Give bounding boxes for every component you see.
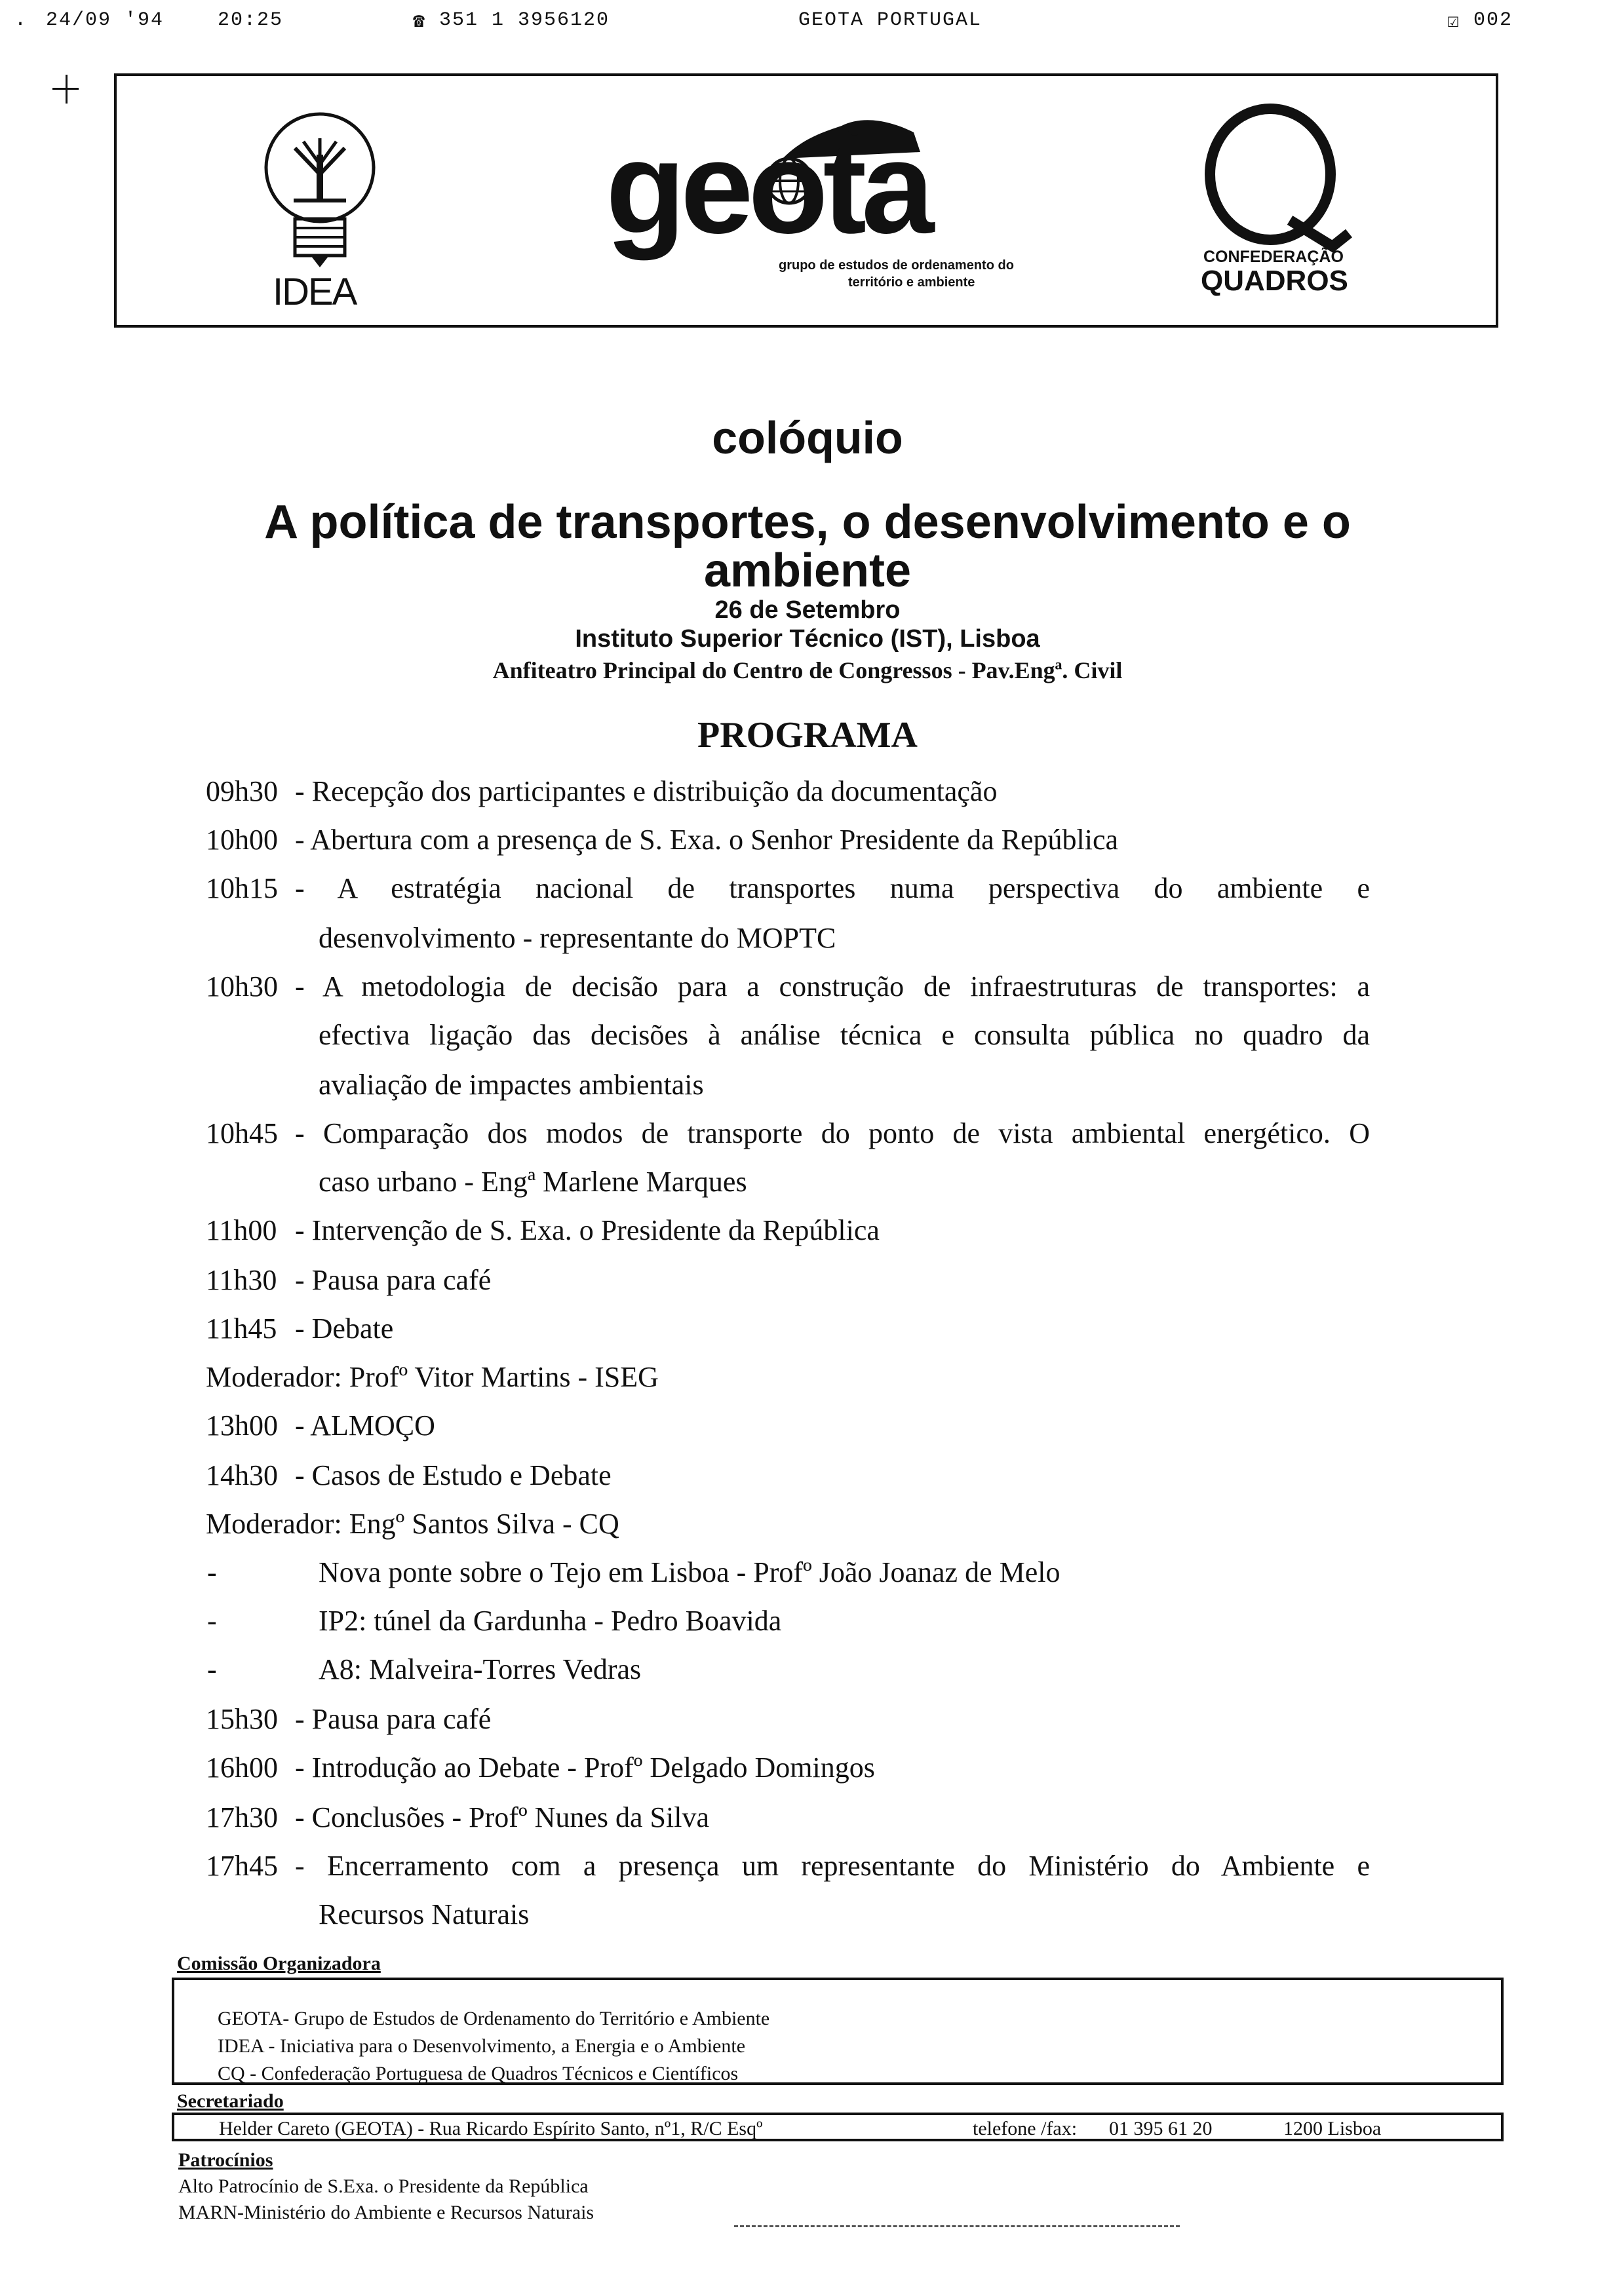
program-item: - Pausa para café — [295, 1703, 492, 1735]
case-dash: - — [207, 1605, 217, 1637]
sponsor-line: Alto Patrocínio de S.Exa. o Presidente da República — [178, 2175, 589, 2197]
program-time: 11h30 — [206, 1264, 277, 1296]
fax-time: 20:25 — [218, 9, 284, 31]
secretariat-contact: Helder Careto (GEOTA) - Rua Ricardo Espírito Santo, nº1, R/C Esqº — [219, 2118, 763, 2139]
fax-sender: GEOTA PORTUGAL — [798, 9, 983, 31]
cq-logo — [1192, 102, 1362, 312]
program-item: - Casos de Estudo e Debate — [295, 1459, 612, 1491]
program-time: 10h15 — [206, 872, 278, 904]
program-item-cont: efectiva ligação das decisões à análise técnica e consulta pública no quadro da — [319, 1019, 1370, 1051]
program-item: - Comparação dos modos de transporte do ponto de vista ambiental energético. O — [295, 1117, 1370, 1149]
program-item: - ALMOÇO — [295, 1409, 435, 1442]
cq-label: CONFEDERAÇÃO — [1203, 248, 1344, 266]
org-line: IDEA - Iniciativa para o Desenvolvimento, a Energia e o Ambiente — [218, 2035, 746, 2057]
program-time: 10h30 — [206, 970, 278, 1003]
secretariat-city: 1200 Lisboa — [1283, 2118, 1382, 2139]
program-item-cont: Recursos Naturais — [319, 1898, 530, 1930]
idea-wordmark: IDEA — [273, 271, 357, 313]
sponsor-line: MARN-Ministério do Ambiente e Recursos Naturais — [178, 2202, 594, 2223]
page-mark-icon: ☑ — [1447, 11, 1461, 33]
event-date: 26 de Setembro — [714, 596, 901, 624]
secretariat-phone: 01 395 61 20 — [1109, 2118, 1213, 2139]
program-item: - A estratégia nacional de transportes numa perspectiva do ambiente e — [295, 872, 1370, 904]
fax-page: 002 — [1473, 9, 1513, 31]
geota-wordmark: geota — [606, 115, 929, 261]
program-item: - Debate — [295, 1312, 394, 1345]
program-time: 11h45 — [206, 1312, 277, 1345]
program-item: - Recepção dos participantes e distribuição da documentação — [295, 775, 998, 807]
program-item: - Abertura com a presença de S. Exa. o Senhor Presidente da República — [295, 824, 1119, 856]
margin-mark — [66, 75, 68, 104]
lightbulb-icon — [254, 102, 385, 273]
case-dash: - — [207, 1556, 217, 1588]
program-time: 15h30 — [206, 1703, 278, 1735]
fax-date: 24/09 '94 — [46, 9, 165, 31]
program-item-cont: desenvolvimento - representante do MOPTC — [319, 922, 836, 954]
org-line: CQ - Confederação Portuguesa de Quadros Técnicos e Científicos — [218, 2063, 739, 2084]
phone-icon: ☎ — [413, 11, 427, 33]
sponsors-heading: Patrocínios — [178, 2149, 273, 2171]
case-study: Nova ponte sobre o Tejo em Lisboa - Profº João Joanaz de Melo — [319, 1556, 1060, 1588]
q-icon — [1192, 102, 1362, 253]
programa-heading: PROGRAMA — [697, 715, 918, 756]
secretariat-phone-label: telefone /fax: — [973, 2118, 1078, 2139]
geota-tagline: grupo de estudos de ordenamento do — [779, 258, 1014, 273]
event-room: Anfiteatro Principal do Centro de Congressos - Pav.Engª. Civil — [492, 657, 1123, 683]
event-title: A política de transportes, o desenvolvimento e o — [264, 496, 1351, 548]
fax-phone: 351 1 3956120 — [439, 9, 610, 31]
program-time: 10h00 — [206, 824, 278, 856]
program-item-cont: caso urbano - Engª Marlene Marques — [319, 1166, 747, 1198]
program-time: 13h00 — [206, 1409, 278, 1442]
moderator: Moderador: Engº Santos Silva - CQ — [206, 1508, 619, 1540]
moderator: Moderador: Profº Vitor Martins - ISEG — [206, 1361, 659, 1393]
program-item: - Pausa para café — [295, 1264, 492, 1296]
program-time: 09h30 — [206, 775, 278, 807]
program-item: - Introdução ao Debate - Profº Delgado Domingos — [295, 1751, 875, 1784]
signature-dashes — [734, 2225, 1180, 2227]
secretariat-box — [172, 2113, 1504, 2141]
organizing-committee-heading: Comissão Organizadora — [177, 1953, 381, 1974]
program-time: 16h00 — [206, 1751, 278, 1784]
event-type: colóquio — [712, 412, 903, 463]
program-time: 17h45 — [206, 1850, 278, 1882]
secretariat-heading: Secretariado — [177, 2090, 284, 2112]
program-item: - A metodologia de decisão para a construção de infraestruturas de transportes: a — [295, 970, 1370, 1003]
program-item: - Encerramento com a presença um representante do Ministério do Ambiente e — [295, 1850, 1370, 1882]
program-item-cont: avaliação de impactes ambientais — [319, 1069, 704, 1101]
idea-logo — [254, 102, 385, 312]
cq-label: QUADROS — [1201, 265, 1348, 297]
program-item: - Intervenção de S. Exa. o Presidente da República — [295, 1214, 880, 1246]
case-dash: - — [207, 1653, 217, 1685]
program-time: 14h30 — [206, 1459, 278, 1491]
program-item: - Conclusões - Profº Nunes da Silva — [295, 1801, 710, 1833]
organizing-committee-box — [172, 1978, 1504, 2085]
geota-logo — [606, 113, 1104, 322]
case-study: A8: Malveira-Torres Vedras — [319, 1653, 642, 1685]
program-time: 17h30 — [206, 1801, 278, 1833]
org-line: GEOTA- Grupo de Estudos de Ordenamento do Território e Ambiente — [218, 2008, 770, 2029]
fax-bullet: . — [14, 9, 28, 31]
logo-banner — [114, 73, 1498, 328]
event-venue: Instituto Superior Técnico (IST), Lisboa — [575, 625, 1040, 653]
program-time: 10h45 — [206, 1117, 278, 1149]
case-study: IP2: túnel da Gardunha - Pedro Boavida — [319, 1605, 782, 1637]
program-time: 11h00 — [206, 1214, 277, 1246]
geota-tagline: território e ambiente — [848, 275, 975, 290]
event-title: ambiente — [703, 545, 912, 597]
